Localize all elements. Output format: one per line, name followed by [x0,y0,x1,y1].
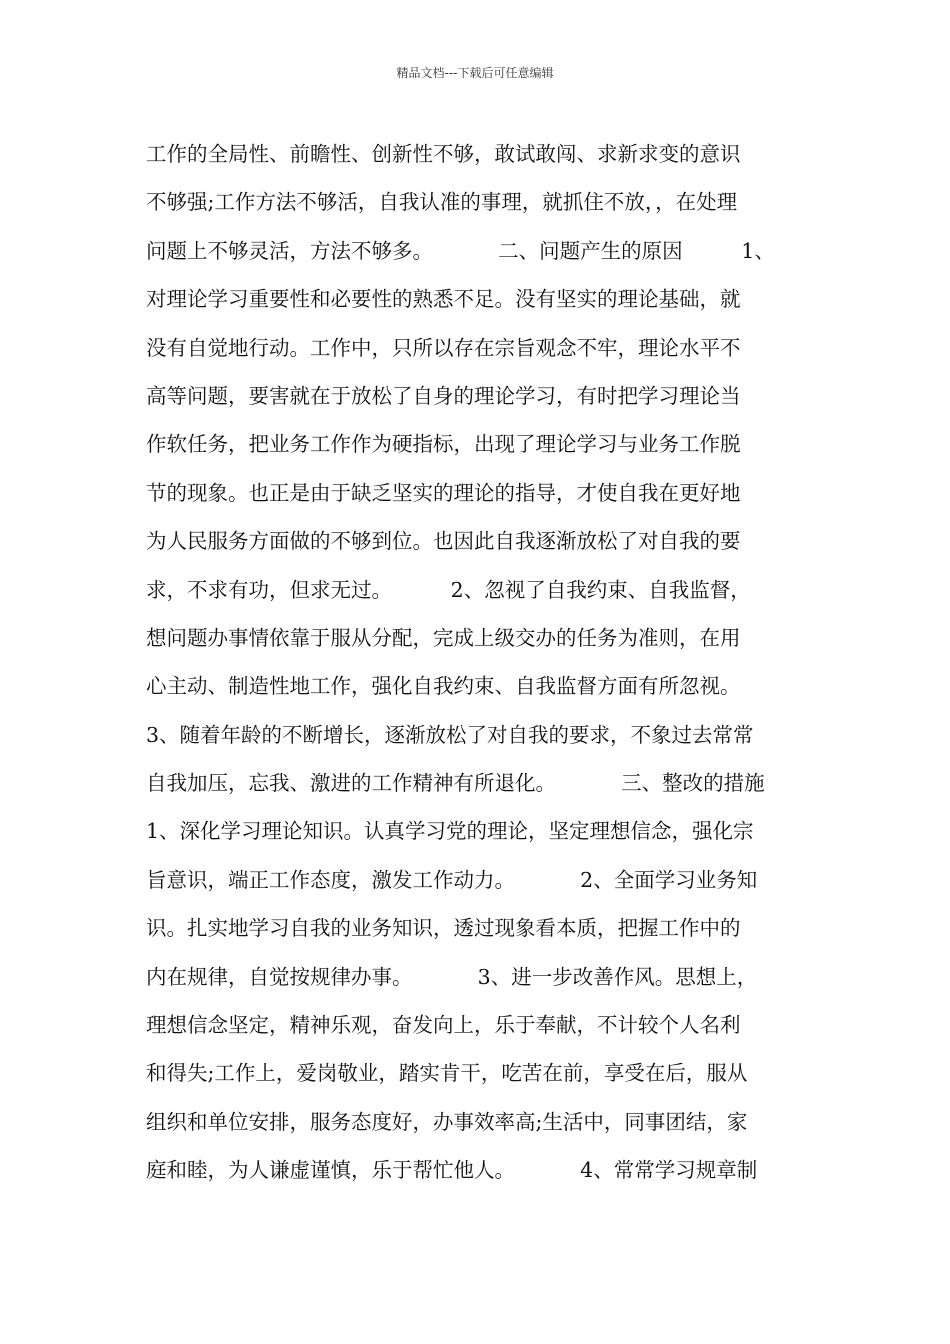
body-line: 庭和睦，为人谦虚谨慎，乐于帮忙他人。 4、常常学习规章制 [146,1158,758,1183]
body-line: 节的现象。也正是由于缺乏坚实的理论的指导，才使自我在更好地 [146,480,741,505]
body-line: 3、随着年龄的不断增长，逐渐放松了对自我的要求，不象过去常常 [146,722,754,747]
body-line: 识。扎实地学习自我的业务知识，透过现象看本质，把握工作中的 [146,916,741,941]
body-line: 对理论学习重要性和必要性的熟悉不足。没有坚实的理论基础，就 [146,287,741,312]
body-line: 高等问题，要害就在于放松了自身的理论学习，有时把学习理论当 [146,383,741,408]
body-line: 和得失;工作上，爱岗敬业，踏实肯干，吃苦在前，享受在后，服从 [146,1061,748,1086]
body-line: 问题上不够灵活，方法不够多。 二、问题产生的原因 1、 [146,238,775,263]
body-line: 内在规律，自觉按规律办事。 3、进一步改善作风。思想上， [146,964,758,989]
body-line: 求，不求有功，但求无过。 2、忽视了自我约束、自我监督， [146,577,751,602]
body-line: 心主动、制造性地工作，强化自我约束、自我监督方面有所忽视。 [146,674,741,699]
body-line: 旨意识，端正工作态度，激发工作动力。 2、全面学习业务知 [146,867,758,892]
body-line: 自我加压，忘我、激进的工作精神有所退化。 三、整改的措施 [146,771,765,796]
body-line: 工作的全局性、前瞻性、创新性不够，敢试敢闯、求新求变的意识 [146,142,741,166]
document-body [146,130,826,1195]
body-line: 1、深化学习理论知识。认真学习党的理论，坚定理想信念，强化宗 [146,819,754,844]
body-line: 不够强;工作方法不够活，自我认准的事理，就抓住不放，，在处理 [146,190,738,215]
body-line: 组织和单位安排，服务态度好，办事效率高;生活中，同事团结，家 [146,1109,748,1134]
page-header: 精品文档---下载后可任意编辑 [396,66,554,80]
body-line: 为人民服务方面做的不够到位。也因此自我逐渐放松了对自我的要 [146,529,741,554]
body-line: 作软任务，把业务工作作为硬指标，出现了理论学习与业务工作脱 [146,432,741,457]
body-line: 理想信念坚定，精神乐观，奋发向上，乐于奉献，不计较个人名利 [146,1013,741,1038]
body-line: 想问题办事情依靠于服从分配，完成上级交办的任务为准则，在用 [146,625,741,650]
body-line: 没有自觉地行动。工作中，只所以存在宗旨观念不牢，理论水平不 [146,335,741,360]
